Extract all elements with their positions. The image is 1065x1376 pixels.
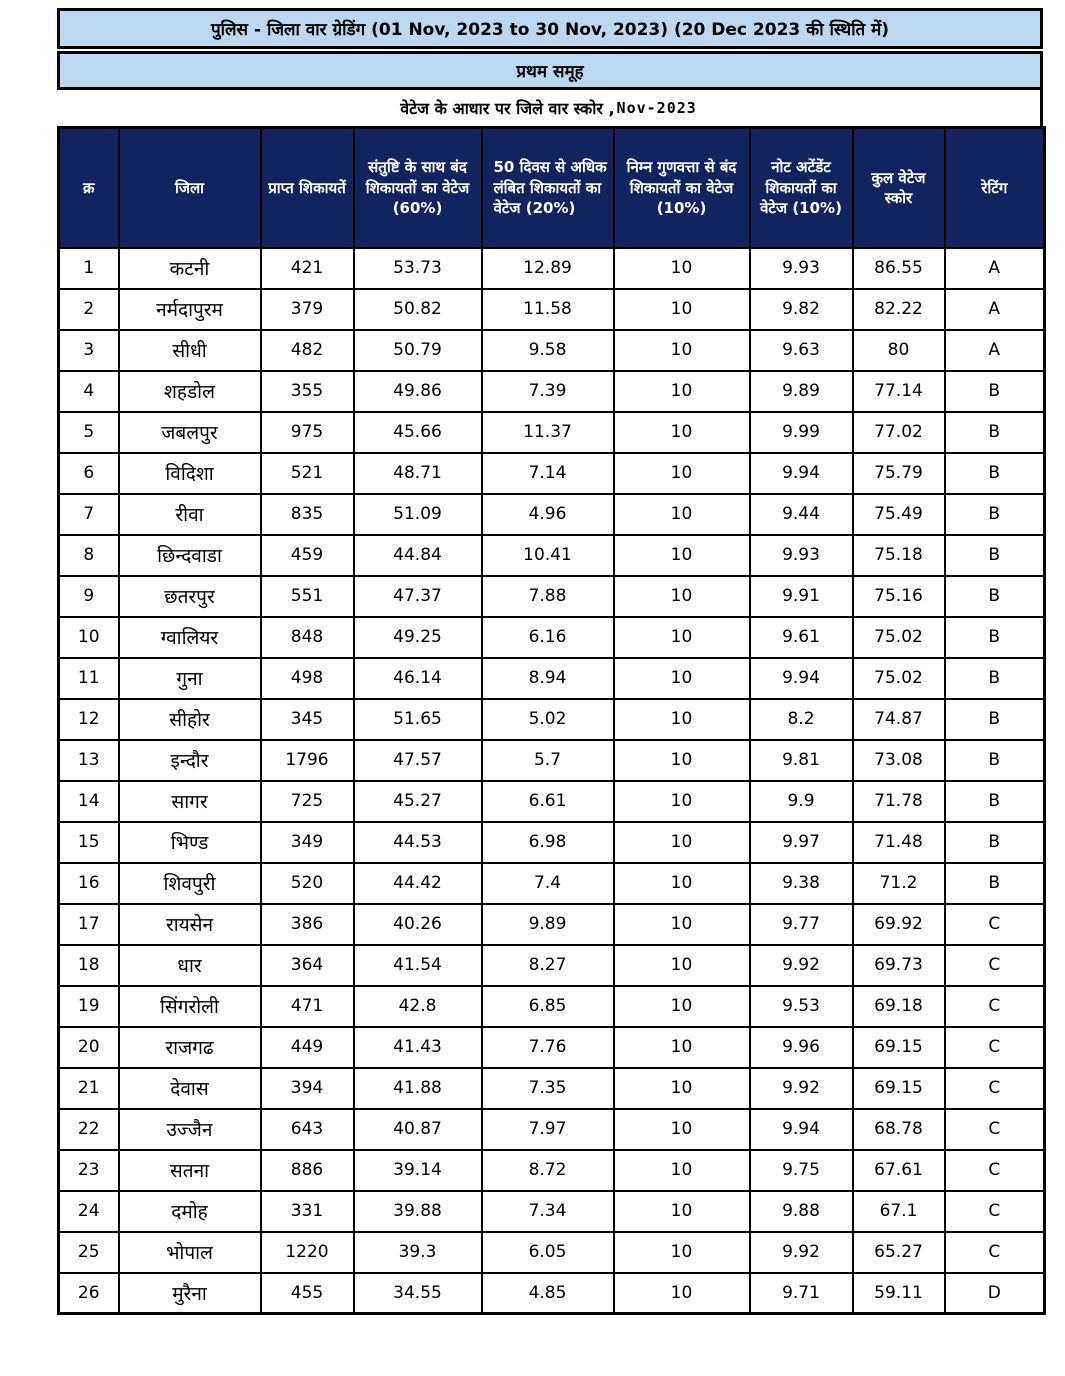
cell-district: देवास bbox=[119, 1068, 261, 1109]
table-row bbox=[59, 658, 1045, 699]
cell-sno: 6 bbox=[59, 453, 119, 494]
cell-lowquality: 10 bbox=[614, 576, 750, 617]
cell-lowquality: 10 bbox=[614, 986, 750, 1027]
cell-sno: 15 bbox=[59, 822, 119, 863]
cell-rating: B bbox=[945, 740, 1045, 781]
cell-sno: 16 bbox=[59, 863, 119, 904]
cell-lowquality: 10 bbox=[614, 863, 750, 904]
cell-received: 520 bbox=[261, 863, 354, 904]
page-title: पुलिस - जिला वार ग्रेडिंग (01 Nov, 2023 to 30 Nov, 2023) (20 Dec 2023 की स्थिति में) bbox=[57, 8, 1043, 49]
subtitle-row bbox=[57, 90, 1043, 126]
cell-satisfied: 44.53 bbox=[354, 822, 482, 863]
cell-received: 975 bbox=[261, 412, 354, 453]
cell-pending50: 7.88 bbox=[482, 576, 614, 617]
table-row bbox=[59, 740, 1045, 781]
table-row bbox=[59, 945, 1045, 986]
cell-satisfied: 40.26 bbox=[354, 904, 482, 945]
cell-received: 835 bbox=[261, 494, 354, 535]
cell-pending50: 6.16 bbox=[482, 617, 614, 658]
header-cell-received: प्राप्त शिकायतें bbox=[261, 128, 354, 248]
cell-received: 1220 bbox=[261, 1232, 354, 1273]
cell-lowquality: 10 bbox=[614, 371, 750, 412]
cell-pending50: 8.72 bbox=[482, 1150, 614, 1191]
cell-total: 75.02 bbox=[853, 658, 945, 699]
report-sheet bbox=[57, 8, 1043, 1315]
cell-received: 725 bbox=[261, 781, 354, 822]
table-row bbox=[59, 1150, 1045, 1191]
cell-district: ग्वालियर bbox=[119, 617, 261, 658]
cell-pending50: 7.39 bbox=[482, 371, 614, 412]
cell-satisfied: 41.54 bbox=[354, 945, 482, 986]
cell-pending50: 11.37 bbox=[482, 412, 614, 453]
cell-rating: B bbox=[945, 863, 1045, 904]
cell-lowquality: 10 bbox=[614, 1109, 750, 1150]
cell-lowquality: 10 bbox=[614, 617, 750, 658]
cell-received: 421 bbox=[261, 248, 354, 289]
cell-total: 82.22 bbox=[853, 289, 945, 330]
cell-lowquality: 10 bbox=[614, 740, 750, 781]
cell-lowquality: 10 bbox=[614, 1232, 750, 1273]
cell-pending50: 6.61 bbox=[482, 781, 614, 822]
cell-pending50: 6.98 bbox=[482, 822, 614, 863]
cell-sno: 4 bbox=[59, 371, 119, 412]
cell-total: 73.08 bbox=[853, 740, 945, 781]
cell-total: 75.79 bbox=[853, 453, 945, 494]
cell-satisfied: 51.65 bbox=[354, 699, 482, 740]
cell-rating: C bbox=[945, 1232, 1045, 1273]
cell-sno: 7 bbox=[59, 494, 119, 535]
cell-district: राजगढ bbox=[119, 1027, 261, 1068]
cell-satisfied: 51.09 bbox=[354, 494, 482, 535]
table-row bbox=[59, 330, 1045, 371]
cell-district: उज्जैन bbox=[119, 1109, 261, 1150]
cell-rating: B bbox=[945, 822, 1045, 863]
cell-notattended: 9.93 bbox=[750, 535, 853, 576]
header-cell-total: कुल वेटेज स्कोर bbox=[853, 128, 945, 248]
cell-district: सतना bbox=[119, 1150, 261, 1191]
cell-rating: C bbox=[945, 1191, 1045, 1232]
cell-lowquality: 10 bbox=[614, 904, 750, 945]
cell-total: 75.02 bbox=[853, 617, 945, 658]
cell-district: दमोह bbox=[119, 1191, 261, 1232]
table-row bbox=[59, 1191, 1045, 1232]
table-row bbox=[59, 248, 1045, 289]
cell-received: 455 bbox=[261, 1273, 354, 1314]
cell-sno: 9 bbox=[59, 576, 119, 617]
cell-notattended: 9.75 bbox=[750, 1150, 853, 1191]
cell-satisfied: 41.88 bbox=[354, 1068, 482, 1109]
cell-district: गुना bbox=[119, 658, 261, 699]
cell-district: इन्दौर bbox=[119, 740, 261, 781]
cell-total: 71.48 bbox=[853, 822, 945, 863]
table-row bbox=[59, 1232, 1045, 1273]
cell-sno: 2 bbox=[59, 289, 119, 330]
cell-pending50: 7.76 bbox=[482, 1027, 614, 1068]
cell-district: सीहोर bbox=[119, 699, 261, 740]
cell-received: 459 bbox=[261, 535, 354, 576]
cell-received: 364 bbox=[261, 945, 354, 986]
cell-rating: C bbox=[945, 1027, 1045, 1068]
cell-satisfied: 44.42 bbox=[354, 863, 482, 904]
cell-notattended: 9.92 bbox=[750, 1232, 853, 1273]
cell-lowquality: 10 bbox=[614, 1150, 750, 1191]
district-grading-table bbox=[57, 126, 1046, 1315]
cell-pending50: 11.58 bbox=[482, 289, 614, 330]
cell-pending50: 4.96 bbox=[482, 494, 614, 535]
table-row bbox=[59, 576, 1045, 617]
cell-received: 498 bbox=[261, 658, 354, 699]
cell-pending50: 8.27 bbox=[482, 945, 614, 986]
cell-satisfied: 45.27 bbox=[354, 781, 482, 822]
table-row bbox=[59, 494, 1045, 535]
cell-notattended: 9.94 bbox=[750, 453, 853, 494]
cell-rating: A bbox=[945, 248, 1045, 289]
cell-rating: D bbox=[945, 1273, 1045, 1314]
cell-satisfied: 48.71 bbox=[354, 453, 482, 494]
cell-total: 75.18 bbox=[853, 535, 945, 576]
cell-sno: 23 bbox=[59, 1150, 119, 1191]
cell-rating: C bbox=[945, 945, 1045, 986]
cell-notattended: 9.71 bbox=[750, 1273, 853, 1314]
cell-notattended: 9.38 bbox=[750, 863, 853, 904]
cell-sno: 13 bbox=[59, 740, 119, 781]
cell-satisfied: 50.82 bbox=[354, 289, 482, 330]
cell-lowquality: 10 bbox=[614, 699, 750, 740]
cell-sno: 26 bbox=[59, 1273, 119, 1314]
cell-lowquality: 10 bbox=[614, 658, 750, 699]
cell-total: 71.78 bbox=[853, 781, 945, 822]
cell-district: भिण्ड bbox=[119, 822, 261, 863]
cell-sno: 20 bbox=[59, 1027, 119, 1068]
cell-rating: B bbox=[945, 658, 1045, 699]
cell-sno: 22 bbox=[59, 1109, 119, 1150]
table-row bbox=[59, 1273, 1045, 1314]
header-cell-notattended: नोट अटेंडेंट शिकायतों का वेटेज (10%) bbox=[750, 128, 853, 248]
cell-satisfied: 39.14 bbox=[354, 1150, 482, 1191]
table-row bbox=[59, 699, 1045, 740]
cell-satisfied: 49.25 bbox=[354, 617, 482, 658]
cell-notattended: 9.96 bbox=[750, 1027, 853, 1068]
cell-satisfied: 47.57 bbox=[354, 740, 482, 781]
cell-sno: 3 bbox=[59, 330, 119, 371]
cell-pending50: 6.85 bbox=[482, 986, 614, 1027]
cell-total: 69.15 bbox=[853, 1027, 945, 1068]
cell-pending50: 7.14 bbox=[482, 453, 614, 494]
cell-notattended: 9.61 bbox=[750, 617, 853, 658]
cell-received: 379 bbox=[261, 289, 354, 330]
cell-pending50: 7.35 bbox=[482, 1068, 614, 1109]
cell-received: 449 bbox=[261, 1027, 354, 1068]
cell-received: 643 bbox=[261, 1109, 354, 1150]
cell-satisfied: 49.86 bbox=[354, 371, 482, 412]
cell-total: 77.02 bbox=[853, 412, 945, 453]
cell-notattended: 9.89 bbox=[750, 371, 853, 412]
subtitle-month: Nov-2023 bbox=[616, 99, 697, 117]
cell-rating: B bbox=[945, 699, 1045, 740]
cell-rating: C bbox=[945, 1150, 1045, 1191]
cell-lowquality: 10 bbox=[614, 945, 750, 986]
cell-district: नर्मदापुरम bbox=[119, 289, 261, 330]
cell-sno: 12 bbox=[59, 699, 119, 740]
cell-lowquality: 10 bbox=[614, 494, 750, 535]
cell-pending50: 5.02 bbox=[482, 699, 614, 740]
cell-rating: B bbox=[945, 535, 1045, 576]
cell-satisfied: 40.87 bbox=[354, 1109, 482, 1150]
cell-total: 75.16 bbox=[853, 576, 945, 617]
cell-district: रीवा bbox=[119, 494, 261, 535]
cell-district: छिन्दवाडा bbox=[119, 535, 261, 576]
header-cell-sno: क्र bbox=[59, 128, 119, 248]
table-header-row bbox=[59, 128, 1045, 248]
table-row bbox=[59, 1109, 1045, 1150]
cell-received: 355 bbox=[261, 371, 354, 412]
cell-total: 69.92 bbox=[853, 904, 945, 945]
cell-pending50: 7.4 bbox=[482, 863, 614, 904]
header-cell-district: जिला bbox=[119, 128, 261, 248]
cell-total: 74.87 bbox=[853, 699, 945, 740]
cell-notattended: 9.9 bbox=[750, 781, 853, 822]
cell-total: 67.1 bbox=[853, 1191, 945, 1232]
cell-notattended: 9.81 bbox=[750, 740, 853, 781]
subtitle-text: वेटेज के आधार पर जिले वार स्कोर , bbox=[400, 99, 615, 118]
cell-sno: 1 bbox=[59, 248, 119, 289]
cell-district: मुरैना bbox=[119, 1273, 261, 1314]
cell-sno: 18 bbox=[59, 945, 119, 986]
cell-received: 331 bbox=[261, 1191, 354, 1232]
cell-sno: 8 bbox=[59, 535, 119, 576]
cell-pending50: 9.58 bbox=[482, 330, 614, 371]
cell-lowquality: 10 bbox=[614, 1027, 750, 1068]
cell-total: 75.49 bbox=[853, 494, 945, 535]
cell-sno: 17 bbox=[59, 904, 119, 945]
cell-satisfied: 46.14 bbox=[354, 658, 482, 699]
cell-total: 59.11 bbox=[853, 1273, 945, 1314]
cell-rating: A bbox=[945, 330, 1045, 371]
cell-lowquality: 10 bbox=[614, 1191, 750, 1232]
cell-total: 69.15 bbox=[853, 1068, 945, 1109]
cell-satisfied: 44.84 bbox=[354, 535, 482, 576]
cell-sno: 25 bbox=[59, 1232, 119, 1273]
cell-notattended: 8.2 bbox=[750, 699, 853, 740]
cell-rating: B bbox=[945, 781, 1045, 822]
table-row bbox=[59, 289, 1045, 330]
header-cell-pending50: 50 दिवस से अधिक लंबित शिकायतों का वेटेज (20%) bbox=[482, 128, 614, 248]
cell-district: सिंगरोली bbox=[119, 986, 261, 1027]
cell-district: धार bbox=[119, 945, 261, 986]
cell-lowquality: 10 bbox=[614, 822, 750, 863]
cell-notattended: 9.97 bbox=[750, 822, 853, 863]
cell-notattended: 9.82 bbox=[750, 289, 853, 330]
cell-district: विदिशा bbox=[119, 453, 261, 494]
cell-total: 65.27 bbox=[853, 1232, 945, 1273]
cell-pending50: 6.05 bbox=[482, 1232, 614, 1273]
cell-received: 471 bbox=[261, 986, 354, 1027]
cell-rating: B bbox=[945, 371, 1045, 412]
cell-lowquality: 10 bbox=[614, 412, 750, 453]
cell-pending50: 7.97 bbox=[482, 1109, 614, 1150]
cell-lowquality: 10 bbox=[614, 248, 750, 289]
cell-rating: C bbox=[945, 1109, 1045, 1150]
cell-pending50: 9.89 bbox=[482, 904, 614, 945]
table-row bbox=[59, 371, 1045, 412]
table-row bbox=[59, 781, 1045, 822]
header-cell-satisfied: संतुष्टि के साथ बंद शिकायतों का वेटेज (60%) bbox=[354, 128, 482, 248]
cell-notattended: 9.88 bbox=[750, 1191, 853, 1232]
cell-district: शहडोल bbox=[119, 371, 261, 412]
cell-sno: 10 bbox=[59, 617, 119, 658]
header-cell-rating: रेटिंग bbox=[945, 128, 1045, 248]
cell-rating: B bbox=[945, 576, 1045, 617]
table-row bbox=[59, 1027, 1045, 1068]
cell-satisfied: 42.8 bbox=[354, 986, 482, 1027]
cell-total: 86.55 bbox=[853, 248, 945, 289]
cell-sno: 11 bbox=[59, 658, 119, 699]
cell-rating: B bbox=[945, 453, 1045, 494]
cell-satisfied: 50.79 bbox=[354, 330, 482, 371]
cell-district: छतरपुर bbox=[119, 576, 261, 617]
cell-total: 71.2 bbox=[853, 863, 945, 904]
cell-rating: C bbox=[945, 986, 1045, 1027]
cell-total: 68.78 bbox=[853, 1109, 945, 1150]
cell-received: 521 bbox=[261, 453, 354, 494]
cell-received: 551 bbox=[261, 576, 354, 617]
cell-district: भोपाल bbox=[119, 1232, 261, 1273]
cell-sno: 19 bbox=[59, 986, 119, 1027]
group-title: प्रथम समूह bbox=[57, 51, 1043, 90]
cell-lowquality: 10 bbox=[614, 330, 750, 371]
cell-notattended: 9.77 bbox=[750, 904, 853, 945]
cell-received: 848 bbox=[261, 617, 354, 658]
table-body bbox=[59, 248, 1045, 1314]
cell-received: 394 bbox=[261, 1068, 354, 1109]
cell-lowquality: 10 bbox=[614, 289, 750, 330]
cell-sno: 24 bbox=[59, 1191, 119, 1232]
cell-received: 345 bbox=[261, 699, 354, 740]
cell-sno: 21 bbox=[59, 1068, 119, 1109]
cell-rating: B bbox=[945, 412, 1045, 453]
header-cell-lowquality: निम्न गुणवत्ता से बंद शिकायतों का वेटेज (10%) bbox=[614, 128, 750, 248]
cell-satisfied: 34.55 bbox=[354, 1273, 482, 1314]
cell-rating: B bbox=[945, 617, 1045, 658]
cell-lowquality: 10 bbox=[614, 535, 750, 576]
cell-pending50: 8.94 bbox=[482, 658, 614, 699]
cell-received: 349 bbox=[261, 822, 354, 863]
cell-sno: 5 bbox=[59, 412, 119, 453]
cell-notattended: 9.99 bbox=[750, 412, 853, 453]
cell-satisfied: 47.37 bbox=[354, 576, 482, 617]
cell-rating: C bbox=[945, 904, 1045, 945]
cell-district: रायसेन bbox=[119, 904, 261, 945]
cell-rating: A bbox=[945, 289, 1045, 330]
cell-pending50: 12.89 bbox=[482, 248, 614, 289]
cell-notattended: 9.44 bbox=[750, 494, 853, 535]
table-row bbox=[59, 617, 1045, 658]
table-row bbox=[59, 1068, 1045, 1109]
cell-pending50: 5.7 bbox=[482, 740, 614, 781]
cell-satisfied: 39.88 bbox=[354, 1191, 482, 1232]
cell-lowquality: 10 bbox=[614, 453, 750, 494]
cell-notattended: 9.93 bbox=[750, 248, 853, 289]
cell-total: 69.18 bbox=[853, 986, 945, 1027]
cell-total: 67.61 bbox=[853, 1150, 945, 1191]
cell-received: 482 bbox=[261, 330, 354, 371]
cell-notattended: 9.94 bbox=[750, 1109, 853, 1150]
table-row bbox=[59, 453, 1045, 494]
cell-pending50: 4.85 bbox=[482, 1273, 614, 1314]
cell-satisfied: 39.3 bbox=[354, 1232, 482, 1273]
table-row bbox=[59, 904, 1045, 945]
cell-satisfied: 41.43 bbox=[354, 1027, 482, 1068]
cell-rating: B bbox=[945, 494, 1045, 535]
cell-notattended: 9.92 bbox=[750, 1068, 853, 1109]
cell-sno: 14 bbox=[59, 781, 119, 822]
cell-lowquality: 10 bbox=[614, 1273, 750, 1314]
cell-lowquality: 10 bbox=[614, 1068, 750, 1109]
cell-received: 386 bbox=[261, 904, 354, 945]
cell-notattended: 9.92 bbox=[750, 945, 853, 986]
cell-lowquality: 10 bbox=[614, 781, 750, 822]
cell-district: सीधी bbox=[119, 330, 261, 371]
table-row bbox=[59, 822, 1045, 863]
cell-received: 886 bbox=[261, 1150, 354, 1191]
cell-district: जबलपुर bbox=[119, 412, 261, 453]
cell-district: शिवपुरी bbox=[119, 863, 261, 904]
table-row bbox=[59, 412, 1045, 453]
cell-rating: C bbox=[945, 1068, 1045, 1109]
cell-pending50: 7.34 bbox=[482, 1191, 614, 1232]
cell-district: कटनी bbox=[119, 248, 261, 289]
cell-notattended: 9.63 bbox=[750, 330, 853, 371]
table-row bbox=[59, 535, 1045, 576]
cell-received: 1796 bbox=[261, 740, 354, 781]
cell-pending50: 10.41 bbox=[482, 535, 614, 576]
table-row bbox=[59, 986, 1045, 1027]
cell-notattended: 9.53 bbox=[750, 986, 853, 1027]
cell-satisfied: 53.73 bbox=[354, 248, 482, 289]
table-row bbox=[59, 863, 1045, 904]
cell-district: सागर bbox=[119, 781, 261, 822]
cell-total: 69.73 bbox=[853, 945, 945, 986]
cell-total: 80 bbox=[853, 330, 945, 371]
cell-notattended: 9.91 bbox=[750, 576, 853, 617]
cell-satisfied: 45.66 bbox=[354, 412, 482, 453]
cell-total: 77.14 bbox=[853, 371, 945, 412]
cell-notattended: 9.94 bbox=[750, 658, 853, 699]
